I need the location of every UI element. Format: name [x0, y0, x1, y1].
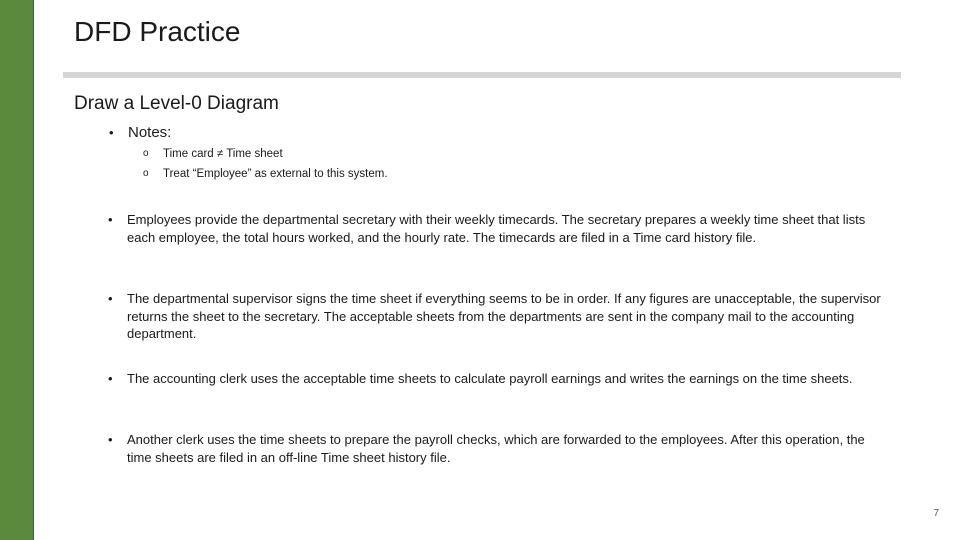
- notes-bullet: [109, 124, 171, 142]
- bullet-marker: •: [109, 125, 114, 140]
- paragraph-text: Another clerk uses the time sheets to prepare the payroll checks, which are forwarded to the employees. After this operation, the time sheets are filed in an off-line Time sheet history file.: [127, 432, 865, 465]
- bullet-marker: •: [108, 212, 113, 227]
- paragraph-bullet: [108, 290, 883, 343]
- bullet-marker: •: [108, 371, 113, 386]
- paragraph-text: The departmental supervisor signs the time sheet if everything seems to be in order. If any figures are unacceptable, the supervisor returns the sheet to the secretary. The acceptable sheets from the departments are sent in the company mail to the accounting department.: [127, 291, 881, 341]
- slide-subtitle: Draw a Level-0 Diagram: [74, 93, 279, 114]
- note-item: [143, 147, 283, 161]
- note-text: Time card ≠ Time sheet: [163, 148, 283, 160]
- bullet-marker: •: [108, 432, 113, 447]
- side-accent-bar: [0, 0, 34, 540]
- note-item: [143, 167, 388, 181]
- slide-title: DFD Practice: [74, 16, 241, 47]
- title-divider: [63, 72, 901, 78]
- note-text: Treat “Employee” as external to this system.: [163, 168, 388, 180]
- notes-heading: Notes:: [128, 124, 172, 141]
- paragraph-bullet: [108, 211, 883, 246]
- paragraph-bullet: [108, 431, 883, 466]
- paragraph-text: Employees provide the departmental secretary with their weekly timecards. The secretary prepares a weekly time sheet that lists each employee, the total hours worked, and the hourly rate. The timecards are filed in a Time card history file.: [127, 212, 866, 245]
- paragraph-text: The accounting clerk uses the acceptable time sheets to calculate payroll earnings and writes the earnings on the time sheets.: [127, 371, 853, 386]
- bullet-marker: •: [108, 291, 113, 306]
- page-number: 7: [933, 508, 939, 519]
- sub-bullet-marker: o: [143, 168, 149, 179]
- sub-bullet-marker: o: [143, 148, 149, 159]
- paragraph-bullet: [108, 370, 883, 388]
